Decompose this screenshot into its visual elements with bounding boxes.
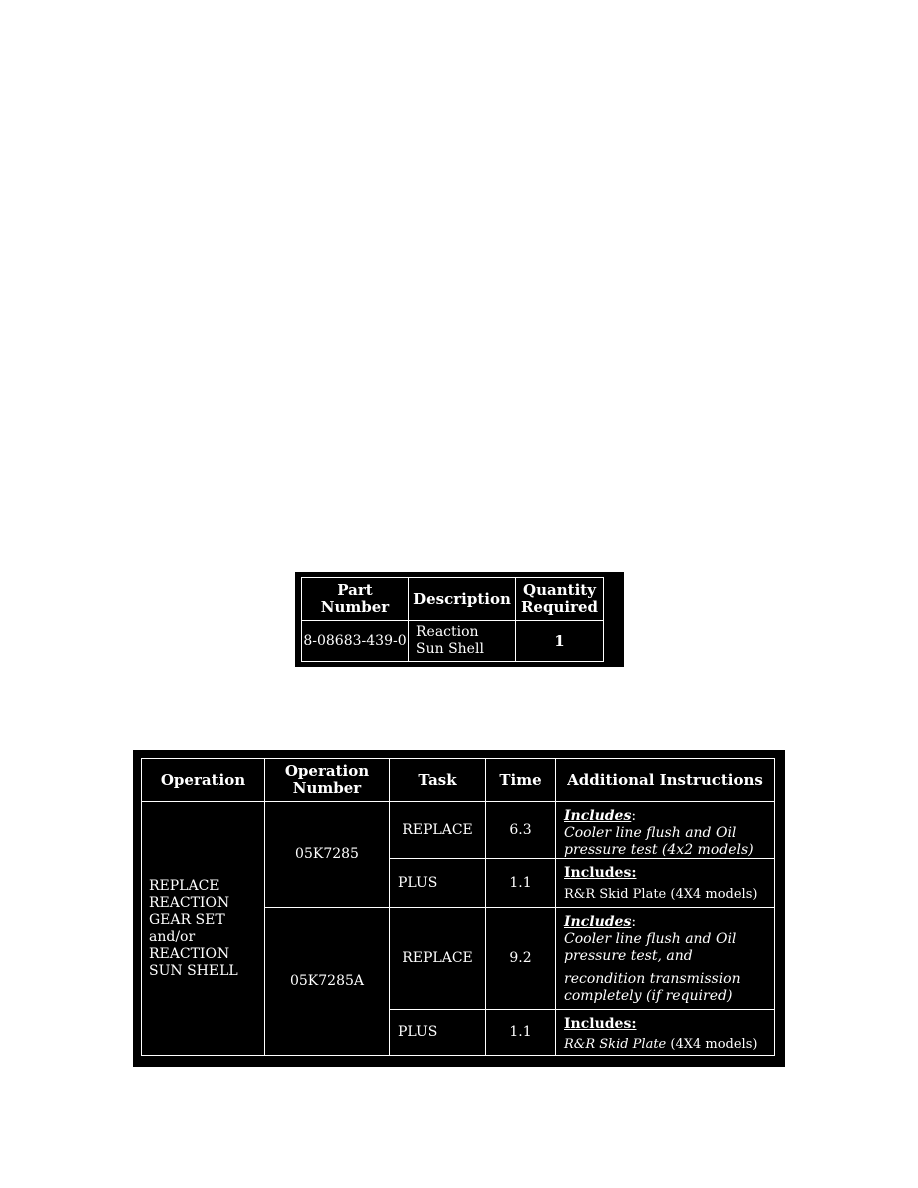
cell-time-4: 1.1 xyxy=(485,1009,556,1056)
header-part-number: Part Number xyxy=(301,577,409,621)
parts-table xyxy=(295,572,624,667)
cell-time-3: 9.2 xyxy=(485,907,556,1010)
cell-task-1: REPLACE xyxy=(389,801,486,859)
includes-label-4: Includes: xyxy=(564,1016,637,1032)
cell-instructions-4 xyxy=(555,1009,775,1056)
instructions-text-3b: recondition transmission completely (if required) xyxy=(564,971,741,1004)
cell-instructions-3 xyxy=(555,907,775,1010)
instructions-text-1: Cooler line flush and Oil pressure test (4x2 models) xyxy=(564,825,754,858)
cell-time-1: 6.3 xyxy=(485,801,556,859)
labor-operation-table xyxy=(133,750,785,1067)
instructions-text-4a: R&R Skid Plate xyxy=(564,1037,667,1052)
cell-operation: REPLACE REACTION GEAR SET and/or REACTION SUN SHELL xyxy=(141,801,265,1056)
cell-description: Reaction Sun Shell xyxy=(408,620,516,662)
cell-part-number: 8-08683-439-0 xyxy=(301,620,409,662)
cell-quantity: 1 xyxy=(515,620,604,662)
includes-label-3: Includes xyxy=(564,914,632,930)
instructions-text-2: R&R Skid Plate (4X4 models) xyxy=(564,887,758,902)
cell-operation-number-1: 05K7285 xyxy=(264,801,390,908)
header-operation-number: Operation Number xyxy=(264,758,390,802)
cell-instructions-2 xyxy=(555,858,775,908)
includes-colon-3: : xyxy=(631,914,637,930)
header-task: Task xyxy=(389,758,486,802)
includes-colon-1: : xyxy=(631,808,637,824)
includes-label-1: Includes xyxy=(564,808,632,824)
header-operation: Operation xyxy=(141,758,265,802)
header-time: Time xyxy=(485,758,556,802)
cell-instructions-1 xyxy=(555,801,775,859)
cell-task-3: REPLACE xyxy=(389,907,486,1010)
instructions-text-3a: Cooler line flush and Oil pressure test, and xyxy=(564,931,737,964)
header-additional-instructions: Additional Instructions xyxy=(555,758,775,802)
cell-task-2: PLUS xyxy=(389,858,486,908)
cell-task-4: PLUS xyxy=(389,1009,486,1056)
cell-time-2: 1.1 xyxy=(485,858,556,908)
header-quantity-required: Quantity Required xyxy=(515,577,604,621)
cell-operation-number-2: 05K7285A xyxy=(264,907,390,1056)
instructions-text-4b: (4X4 models) xyxy=(666,1037,758,1052)
header-description: Description xyxy=(408,577,516,621)
includes-label-2: Includes: xyxy=(564,865,637,881)
